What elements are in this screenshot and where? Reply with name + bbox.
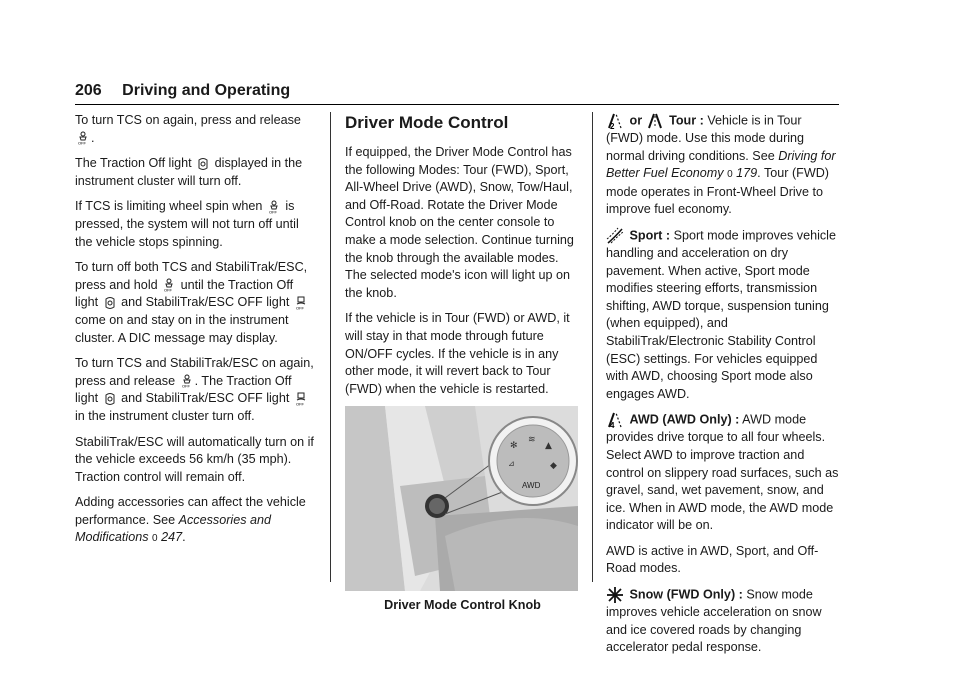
traction-off-button-icon — [181, 374, 193, 388]
svg-text:2: 2 — [610, 122, 615, 130]
tour-fwd-icon — [606, 112, 624, 130]
cross-reference-link[interactable]: Accessories and Modifications — [75, 512, 272, 545]
page-number: 206 — [75, 82, 102, 99]
tour-icon — [646, 112, 664, 130]
cross-reference-link[interactable]: Driving for Better Fuel Economy — [606, 148, 836, 181]
traction-off-light-icon — [197, 157, 209, 171]
paragraph: StabiliTrak/ESC will automatically turn on if the vehicle exceeds 56 km/h (35 mph). Traction control will remain off. — [75, 434, 314, 484]
paragraph: Adding accessories can affect the vehicle performance. See Accessories and Modifications 0 247. — [75, 495, 306, 545]
svg-text:OFF: OFF — [295, 401, 304, 406]
knob-awd-label: AWD — [522, 481, 541, 491]
svg-text:≋: ≋ — [528, 435, 536, 446]
page-ref[interactable]: 179 — [736, 166, 758, 181]
snowflake-icon — [606, 586, 624, 604]
traction-off-button-icon — [77, 131, 89, 145]
header-rule — [75, 104, 839, 105]
svg-text:4: 4 — [610, 421, 615, 430]
column-divider — [330, 112, 331, 582]
svg-text:OFF: OFF — [295, 305, 304, 311]
sport-icon — [606, 227, 624, 245]
paragraph: To turn TCS on again, press and release OFF . — [75, 113, 301, 146]
column-divider — [592, 112, 593, 582]
console-illustration — [345, 406, 578, 591]
awd-icon — [606, 411, 624, 429]
svg-text:✻: ✻ — [510, 441, 518, 452]
driver-mode-knob-figure — [345, 406, 578, 591]
esc-off-light-icon — [295, 296, 307, 310]
page-ref[interactable]: 247 — [161, 530, 183, 545]
figure-caption: Driver Mode Control Knob — [384, 598, 541, 613]
svg-text:▲: ▲ — [545, 441, 552, 452]
mode-sport: Sport : Sport mode improves vehicle handling and acceleration on dry pavement. When active, Sport mode modifies steering efforts, transmission shifting, AWD torque, suspension tuning (when equipped), and StabiliTrak/Electronic Stability Control (ESC) settings. For vehicles equipped with AWD, choosing Sport mode also engages AWD. — [606, 228, 836, 401]
paragraph: AWD is active in AWD, Sport, and Off-Road modes. — [606, 543, 819, 576]
paragraph: If TCS is limiting wheel spin when OFF is pressed, the system will not turn off until the vehicle stops spinning. — [75, 199, 299, 249]
column-2 — [345, 112, 580, 615]
traction-off-light-icon — [104, 392, 116, 406]
paragraph: If the vehicle is in Tour (FWD) or AWD, it will stay in that mode through future ON/OFF cycles. If the vehicle is in any other mode, it will revert back to Tour (FWD) when the vehicle is restarted. — [345, 311, 570, 396]
paragraph: If equipped, the Driver Mode Control has the following Modes: Tour (FWD), Sport, All-Wheel Drive (AWD), Snow, Tow/Haul, and Off-Road. Rotate the Driver Mode Control knob on the center console to make a mode selection. Continue turning the knob through the available modes. The selected mode's icon will light up on the knob. — [345, 145, 574, 300]
svg-text:OFF: OFF — [164, 287, 173, 293]
mode-awd: 4 AWD (AWD Only) : AWD mode provides drive torque to all four wheels. Select AWD to improve traction and control on slippery road surfaces, such as gravel, sand, wet pavement, snow, and ice. When in AWD mode, the AWD mode indicator will be on. — [606, 412, 839, 533]
svg-text:OFF: OFF — [268, 209, 277, 215]
section-heading: Driver Mode Control — [345, 113, 509, 132]
section-title-header: Driving and Operating — [122, 82, 291, 99]
svg-text:◆: ◆ — [550, 461, 557, 472]
traction-off-button-icon — [163, 278, 175, 292]
traction-off-button-icon — [268, 200, 280, 214]
mode-snow: Snow (FWD Only) : Snow mode improves vehicle acceleration on snow and ice covered roads by changing accelerator pedal response. — [606, 587, 822, 655]
page-ref-icon: 0 — [152, 533, 158, 545]
mode-tour: 2 or Tour : Vehicle is in Tour (FWD) mode. Use this mode during normal driving conditions. See Driving for Better Fuel Economy 0 179. Tour (FWD) mode operates in Front-Wheel Drive to improve fuel economy. — [606, 113, 836, 217]
paragraph: To turn TCS and StabiliTrak/ESC on again, press and release OFF . The Traction Off light and StabiliTrak/ESC OFF light OFF in the instrument cluster turn off. — [75, 356, 314, 423]
svg-text:OFF: OFF — [181, 383, 190, 389]
column-3 — [606, 112, 839, 665]
traction-off-light-icon — [104, 296, 116, 310]
svg-text:⊿: ⊿ — [508, 459, 515, 469]
svg-text:OFF: OFF — [78, 140, 86, 146]
paragraph: The Traction Off light displayed in the instrument cluster will turn off. — [75, 156, 303, 188]
page-ref-icon: 0 — [727, 169, 733, 181]
column-1 — [75, 112, 315, 556]
page-header — [75, 82, 290, 100]
paragraph: To turn off both TCS and StabiliTrak/ESC, press and hold OFF until the Traction Off light and StabiliTrak/ESC OFF light OFF come on and stay on in the instrument cluster. A DIC message may display. — [75, 260, 308, 345]
esc-off-light-icon — [295, 392, 307, 406]
